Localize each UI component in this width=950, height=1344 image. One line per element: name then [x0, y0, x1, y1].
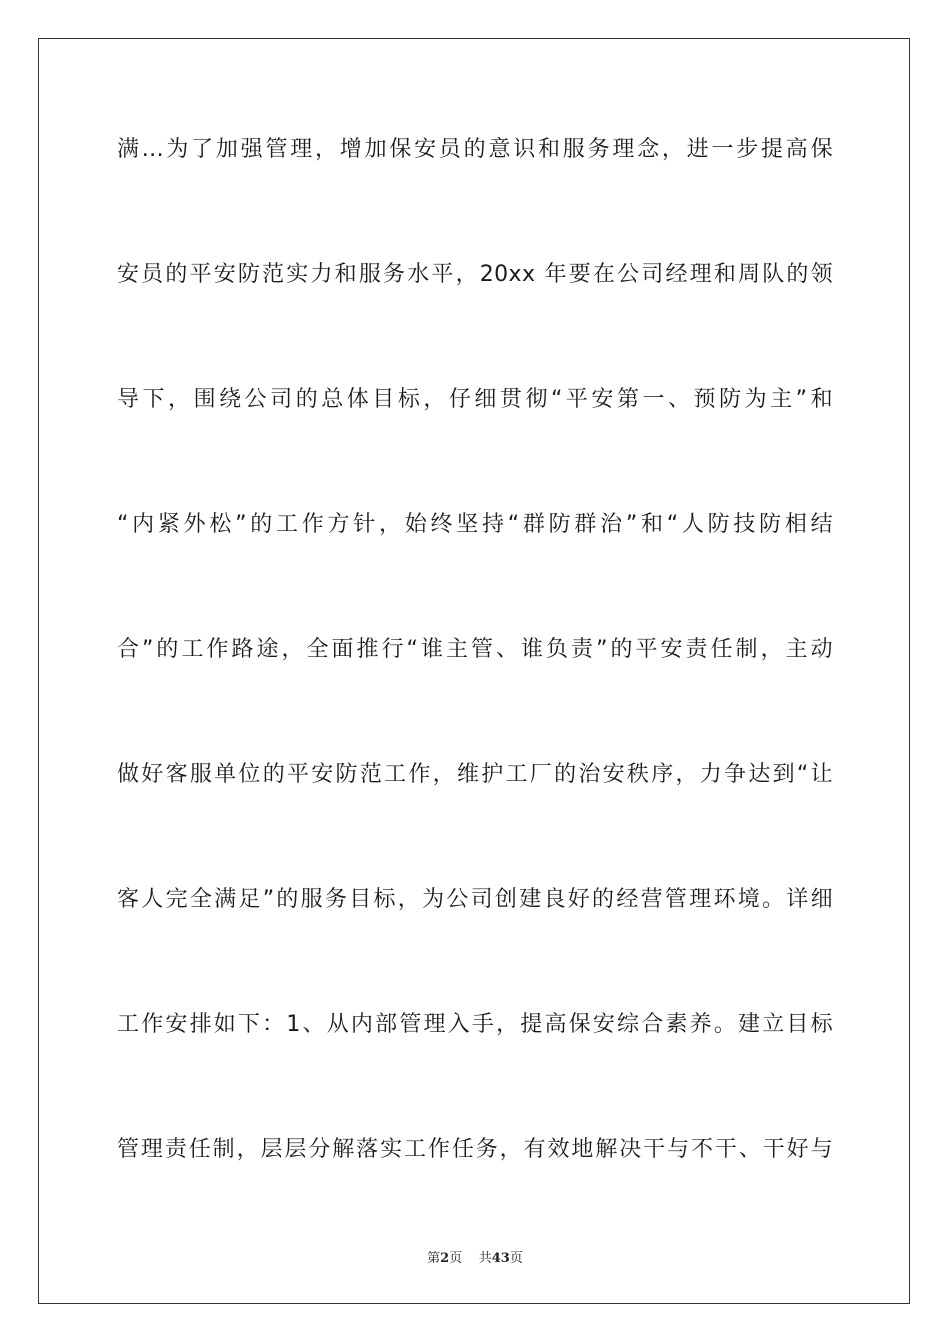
text-line: 工作安排如下：1、从内部管理入手，提高保安综合素养。建立目标	[117, 1012, 833, 1037]
page-number-suffix: 页	[509, 1251, 523, 1266]
text-line: 客人完全满足”的服务目标，为公司创建良好的经营管理环境。详细	[117, 887, 833, 912]
text-line: 安员的平安防范实力和服务水平，20xx 年要在公司经理和周队的领	[117, 262, 833, 287]
page-footer	[0, 1247, 950, 1266]
text-line: 做好客服单位的平安防范工作，维护工厂的治安秩序，力争达到“让	[117, 762, 833, 787]
total-page-count: 43	[491, 1251, 510, 1266]
text-line: 导下，围绕公司的总体目标，仔细贯彻“平安第一、预防为主”和	[117, 387, 833, 412]
text-line: 合”的工作路途，全面推行“谁主管、谁负责”的平安责任制，主动	[117, 637, 833, 662]
text-line: “内紧外松”的工作方针，始终坚持“群防群治”和“人防技防相结	[117, 512, 833, 537]
document-body	[117, 128, 833, 1253]
text-line: 满...为了加强管理，增加保安员的意识和服务理念，进一步提高保	[117, 137, 833, 162]
page-number-prefix: 第	[427, 1251, 441, 1266]
text-line: 管理责任制，层层分解落实工作任务，有效地解决干与不干、干好与	[117, 1137, 833, 1162]
current-page-number: 2	[440, 1251, 450, 1266]
page-number-separator: 页 共	[449, 1251, 492, 1266]
